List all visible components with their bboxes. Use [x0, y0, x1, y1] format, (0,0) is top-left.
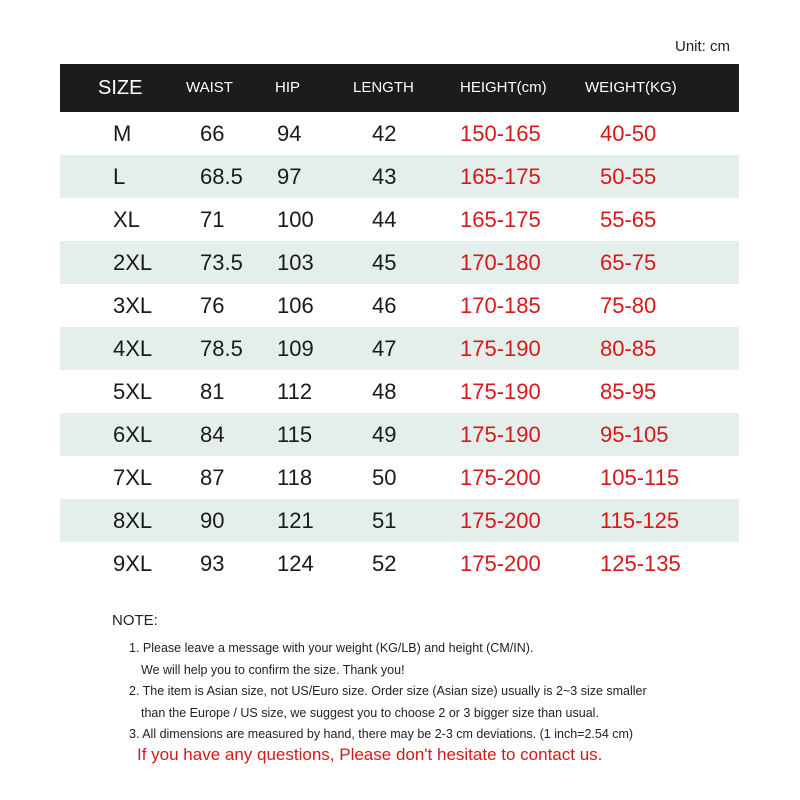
cell-size: 6XL [113, 422, 153, 447]
header-waist: WAIST [186, 79, 233, 96]
table-row [60, 284, 739, 327]
cell-height: 175-190 [460, 336, 541, 361]
table-row [60, 198, 739, 241]
cell-weight: 115-125 [600, 508, 680, 533]
cell-weight: 125-135 [600, 551, 681, 576]
cell-size: 7XL [113, 465, 153, 490]
note-line-1-cont: We will help you to confirm the size. Thank you! [141, 662, 405, 677]
size-chart-table [60, 64, 739, 585]
cell-size: 5XL [113, 379, 153, 404]
cell-size: L [113, 164, 126, 189]
cell-length: 46 [372, 293, 397, 318]
cell-hip: 103 [277, 250, 314, 275]
cell-size: M [113, 121, 132, 146]
cell-hip: 118 [277, 465, 313, 490]
cell-waist: 84 [200, 422, 225, 447]
table-row [60, 241, 739, 284]
cell-length: 45 [372, 250, 397, 275]
cell-waist: 66 [200, 121, 225, 146]
cell-length: 42 [372, 121, 397, 146]
table-row [60, 499, 739, 542]
cell-weight: 40-50 [600, 121, 657, 146]
cell-height: 165-175 [460, 207, 541, 232]
cell-waist: 87 [200, 465, 225, 490]
cell-height: 170-185 [460, 293, 541, 318]
cell-hip: 97 [277, 164, 302, 189]
cell-waist: 73.5 [200, 250, 243, 275]
cell-weight: 95-105 [600, 422, 669, 447]
cell-length: 50 [372, 465, 397, 490]
cell-size: 8XL [113, 508, 153, 533]
cell-weight: 65-75 [600, 250, 657, 275]
cell-height: 175-190 [460, 379, 541, 404]
table-header [60, 64, 739, 112]
cell-height: 170-180 [460, 250, 541, 275]
cell-length: 48 [372, 379, 397, 404]
cell-height: 150-165 [460, 121, 541, 146]
cell-hip: 100 [277, 207, 314, 232]
cell-height: 175-200 [460, 465, 541, 490]
cell-waist: 71 [200, 207, 225, 232]
cell-height: 175-190 [460, 422, 541, 447]
cell-weight: 55-65 [600, 207, 657, 232]
notes-title: NOTE: [112, 612, 158, 629]
table-row [60, 327, 739, 370]
contact-message: If you have any questions, Please don't hesitate to contact us. [137, 745, 603, 764]
cell-size: XL [113, 207, 140, 232]
table-row [60, 370, 739, 413]
header-hip: HIP [275, 79, 301, 96]
note-line-1: 1. Please leave a message with your weight (KG/LB) and height (CM/IN). [129, 641, 534, 655]
cell-weight: 80-85 [600, 336, 657, 361]
cell-length: 52 [372, 551, 397, 576]
note-line-3: 3. All dimensions are measured by hand, there may be 2-3 cm deviations. (1 inch=2.54 cm) [129, 727, 634, 741]
cell-height: 165-175 [460, 164, 541, 189]
cell-height: 175-200 [460, 508, 541, 533]
cell-length: 47 [372, 336, 397, 361]
cell-size: 3XL [113, 293, 153, 318]
cell-hip: 94 [277, 121, 302, 146]
cell-weight: 85-95 [600, 379, 657, 404]
cell-size: 9XL [113, 551, 153, 576]
header-length: LENGTH [353, 79, 414, 96]
table-row [60, 413, 739, 456]
cell-weight: 105-115 [600, 465, 680, 490]
cell-length: 44 [372, 207, 397, 232]
cell-hip: 112 [277, 379, 313, 404]
header-weight: WEIGHT(KG) [585, 79, 677, 96]
cell-size: 2XL [113, 250, 153, 275]
cell-hip: 124 [277, 551, 314, 576]
table-row [60, 155, 739, 198]
cell-weight: 75-80 [600, 293, 657, 318]
notes-section [112, 612, 772, 746]
note-line-2-cont: than the Europe / US size, we suggest you to choose 2 or 3 bigger size than usual. [141, 705, 599, 720]
cell-height: 175-200 [460, 551, 541, 576]
cell-waist: 78.5 [200, 336, 243, 361]
cell-length: 49 [372, 422, 397, 447]
cell-waist: 68.5 [200, 164, 243, 189]
cell-waist: 90 [200, 508, 225, 533]
table-row [60, 542, 739, 585]
cell-length: 51 [372, 508, 397, 533]
table-row [60, 456, 739, 499]
cell-hip: 106 [277, 293, 314, 318]
table-body [60, 112, 739, 585]
header-height: HEIGHT(cm) [460, 79, 547, 96]
table-row [60, 112, 739, 155]
cell-hip: 121 [277, 508, 314, 533]
cell-waist: 93 [200, 551, 225, 576]
header-size: SIZE [98, 77, 143, 99]
cell-length: 43 [372, 164, 397, 189]
cell-hip: 115 [277, 422, 313, 447]
cell-weight: 50-55 [600, 164, 657, 189]
cell-waist: 81 [200, 379, 225, 404]
note-line-2: 2. The item is Asian size, not US/Euro size. Order size (Asian size) usually is 2~3 size smaller [129, 684, 647, 698]
cell-size: 4XL [113, 336, 153, 361]
cell-waist: 76 [200, 293, 225, 318]
cell-hip: 109 [277, 336, 314, 361]
unit-label: Unit: cm [674, 38, 730, 55]
